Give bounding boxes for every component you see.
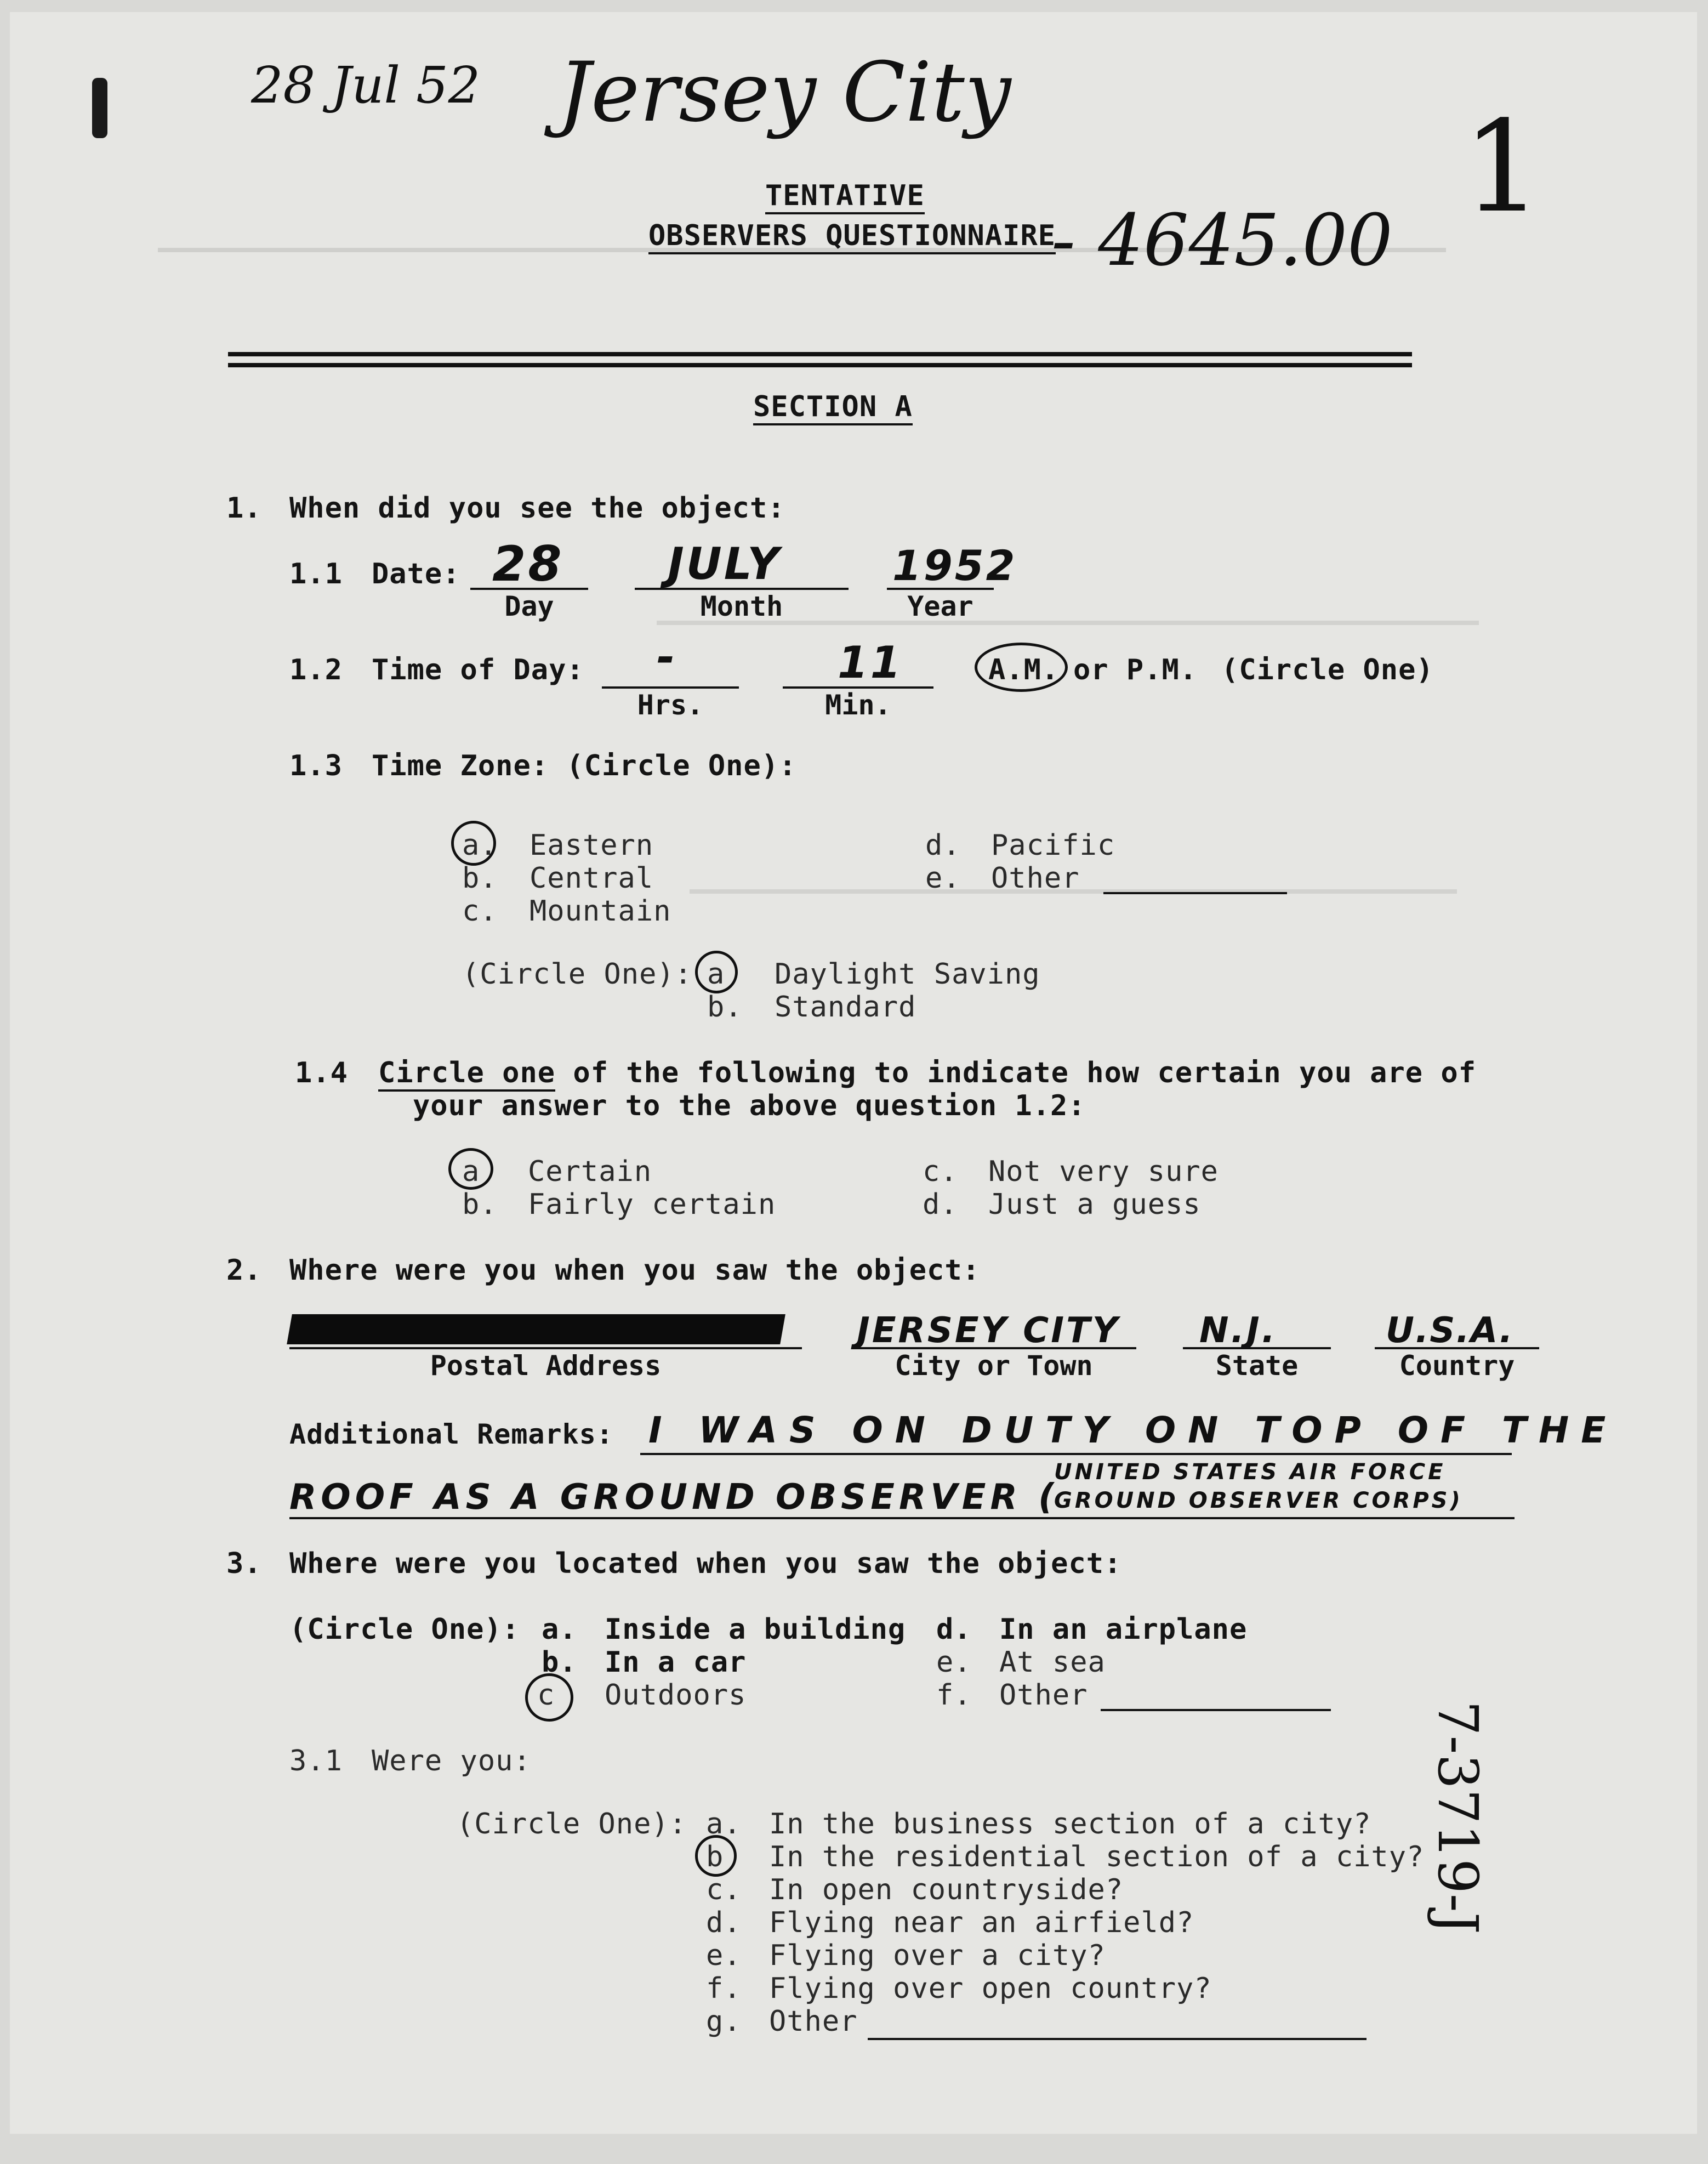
remarks-line2-rule	[289, 1517, 1515, 1519]
saving-option-daylight: Daylight Saving	[775, 958, 1040, 991]
q1-text: When did you see the object:	[289, 492, 785, 525]
area-other-line	[868, 2038, 1367, 2040]
zone-option-mountain: Mountain	[530, 895, 671, 928]
date-day-line	[470, 588, 588, 590]
time-minutes-line	[783, 686, 933, 689]
zone-other-line	[1103, 892, 1287, 894]
q1-number: 1.	[226, 492, 262, 525]
area-option-key: a.	[706, 1808, 742, 1841]
q3-circle-label: (Circle One):	[289, 1613, 520, 1646]
title-tentative: TENTATIVE	[765, 179, 925, 214]
date-year-line	[887, 588, 994, 590]
country-value: U.S.A.	[1386, 1310, 1514, 1351]
certainty-option-guess: Just a guess	[988, 1188, 1201, 1221]
time-label: Time of Day:	[372, 654, 584, 686]
section-title: SECTION A	[753, 390, 913, 425]
area-option-key: c.	[706, 1873, 742, 1906]
ink-mark	[92, 78, 107, 138]
questionnaire-page	[10, 12, 1697, 2134]
time-circle-note: (Circle One)	[1221, 654, 1434, 686]
title-observers-questionnaire: OBSERVERS QUESTIONNAIRE	[648, 219, 1056, 254]
certainty-option-fairly: Fairly certain	[528, 1188, 776, 1221]
q3-1-label: Were you:	[372, 1745, 531, 1777]
area-option-over-city: Flying over a city?	[769, 1939, 1106, 1972]
daylight-circle-mark	[695, 951, 738, 993]
saving-option-key: a	[707, 958, 725, 991]
time-pm-option: or P.M.	[1073, 654, 1198, 686]
double-rule-top	[228, 352, 1412, 356]
saving-option-standard: Standard	[775, 991, 916, 1024]
address-line	[289, 1347, 802, 1349]
q3-1-number: 3.1	[289, 1745, 343, 1777]
state-value: N.J.	[1199, 1310, 1277, 1351]
certainty-option-key: c.	[923, 1155, 958, 1188]
date-month-caption: Month	[700, 590, 783, 622]
city-caption: City or Town	[895, 1350, 1093, 1382]
zone-option-key: d.	[925, 829, 961, 862]
certainty-line2: your answer to the above question 1.2:	[413, 1089, 1086, 1122]
location-option-key: d.	[936, 1613, 972, 1646]
location-option-airplane: In an airplane	[999, 1613, 1248, 1646]
time-minutes-value: 11	[838, 637, 903, 688]
city-value: JERSEY CITY	[857, 1310, 1120, 1351]
redacted-address	[287, 1314, 785, 1344]
zone-option-key: b.	[462, 862, 498, 895]
handwritten-date: 28 Jul 52	[251, 56, 481, 115]
date-day-caption: Day	[504, 590, 554, 622]
date-year-value: 1952	[892, 541, 1017, 590]
time-hours-caption: Hrs.	[637, 689, 704, 721]
area-option-business: In the business section of a city?	[769, 1808, 1371, 1841]
certainty-line1-rest: of the following to indicate how certain you are of	[555, 1057, 1477, 1089]
location-option-key: e.	[936, 1646, 972, 1679]
q2-number: 2.	[226, 1254, 262, 1287]
time-hours-value: -	[657, 632, 677, 683]
zone-option-key: a.	[462, 829, 498, 862]
certainty-option-key: b.	[462, 1188, 498, 1221]
am-circle-mark	[975, 643, 1068, 692]
area-option-residential: In the residential section of a city?	[769, 1841, 1425, 1873]
area-option-key: b	[706, 1841, 724, 1873]
double-rule-bottom	[228, 363, 1412, 367]
time-hours-line	[602, 686, 739, 689]
location-option-building: Inside a building	[605, 1613, 906, 1646]
area-option-key: f.	[706, 1972, 742, 2005]
circle-one-underlined: Circle one	[378, 1057, 555, 1092]
remarks-line1-rule	[640, 1453, 1512, 1455]
time-zone-label: Time Zone: (Circle One):	[372, 749, 797, 782]
area-option-airfield: Flying near an airfield?	[769, 1906, 1194, 1939]
handwritten-number: - 4645.00	[1051, 198, 1393, 282]
location-option-sea: At sea	[999, 1646, 1106, 1679]
time-minutes-caption: Min.	[825, 689, 891, 721]
date-month-value: JULY	[668, 538, 782, 589]
zone-option-eastern: Eastern	[530, 829, 654, 862]
location-option-key: a.	[542, 1613, 577, 1646]
remarks-line2-bottom: GROUND OBSERVER CORPS)	[1054, 1488, 1463, 1513]
area-option-countryside: In open countryside?	[769, 1873, 1124, 1906]
remarks-line2-top: UNITED STATES AIR FORCE	[1054, 1459, 1446, 1485]
side-number: 7-3719-J	[1426, 1701, 1490, 1934]
area-option-key: g.	[706, 2005, 742, 2038]
remarks-line1: I WAS ON DUTY ON TOP OF THE	[648, 1409, 1618, 1451]
time-am-option: A.M.	[988, 654, 1060, 686]
certainty-line1	[378, 1057, 1476, 1089]
saving-option-key: b.	[707, 991, 743, 1024]
q1-3-number: 1.3	[289, 749, 343, 782]
location-option-key: f.	[936, 1679, 972, 1712]
certainty-option-key: a	[462, 1155, 480, 1188]
location-option-key: c	[537, 1679, 555, 1712]
date-day-value: 28	[492, 536, 564, 592]
zone-option-pacific: Pacific	[991, 829, 1115, 862]
city-line	[851, 1347, 1136, 1349]
remarks-label: Additional Remarks:	[289, 1418, 613, 1450]
certainty-option-not-sure: Not very sure	[988, 1155, 1219, 1188]
remarks-line2: ROOF AS A GROUND OBSERVER (	[289, 1477, 1059, 1518]
certain-circle-mark	[448, 1148, 493, 1190]
zone-option-central: Central	[530, 862, 654, 895]
q3-text: Where were you located when you saw the object:	[289, 1547, 1122, 1580]
q1-2-number: 1.2	[289, 654, 343, 686]
saving-circle-label: (Circle One):	[462, 958, 692, 991]
area-option-over-country: Flying over open country?	[769, 1972, 1212, 2005]
address-caption: Postal Address	[430, 1350, 662, 1382]
location-other-line	[1101, 1709, 1331, 1711]
state-caption: State	[1215, 1350, 1299, 1382]
certainty-option-key: d.	[923, 1188, 958, 1221]
location-option-car: In a car	[605, 1646, 747, 1679]
date-month-line	[635, 588, 849, 590]
zone-option-key: c.	[462, 895, 498, 928]
q3-1-circle-label: (Circle One):	[457, 1808, 687, 1841]
zone-option-key: e.	[925, 862, 961, 895]
location-option-outdoors: Outdoors	[605, 1679, 747, 1712]
area-option-key: d.	[706, 1906, 742, 1939]
location-option-other: Other	[999, 1679, 1088, 1712]
state-line	[1183, 1347, 1331, 1349]
location-option-key: b.	[542, 1646, 577, 1679]
country-line	[1375, 1347, 1539, 1349]
q3-number: 3.	[226, 1547, 262, 1580]
zone-option-other: Other	[991, 862, 1080, 895]
date-label: Date:	[372, 558, 460, 590]
handwritten-city: Jersey City	[558, 45, 1011, 140]
outdoors-circle-mark	[525, 1673, 573, 1722]
country-caption: Country	[1399, 1350, 1515, 1382]
handwritten-page-number: 1	[1462, 94, 1543, 241]
date-year-caption: Year	[907, 590, 973, 622]
area-option-other: Other	[769, 2005, 858, 2038]
q1-4-number: 1.4	[295, 1057, 348, 1089]
area-option-key: e.	[706, 1939, 742, 1972]
residential-circle-mark	[695, 1835, 737, 1877]
certainty-option-certain: Certain	[528, 1155, 652, 1188]
q2-text: Where were you when you saw the object:	[289, 1254, 980, 1287]
q1-1-number: 1.1	[289, 558, 343, 590]
eastern-circle-mark	[451, 821, 496, 866]
